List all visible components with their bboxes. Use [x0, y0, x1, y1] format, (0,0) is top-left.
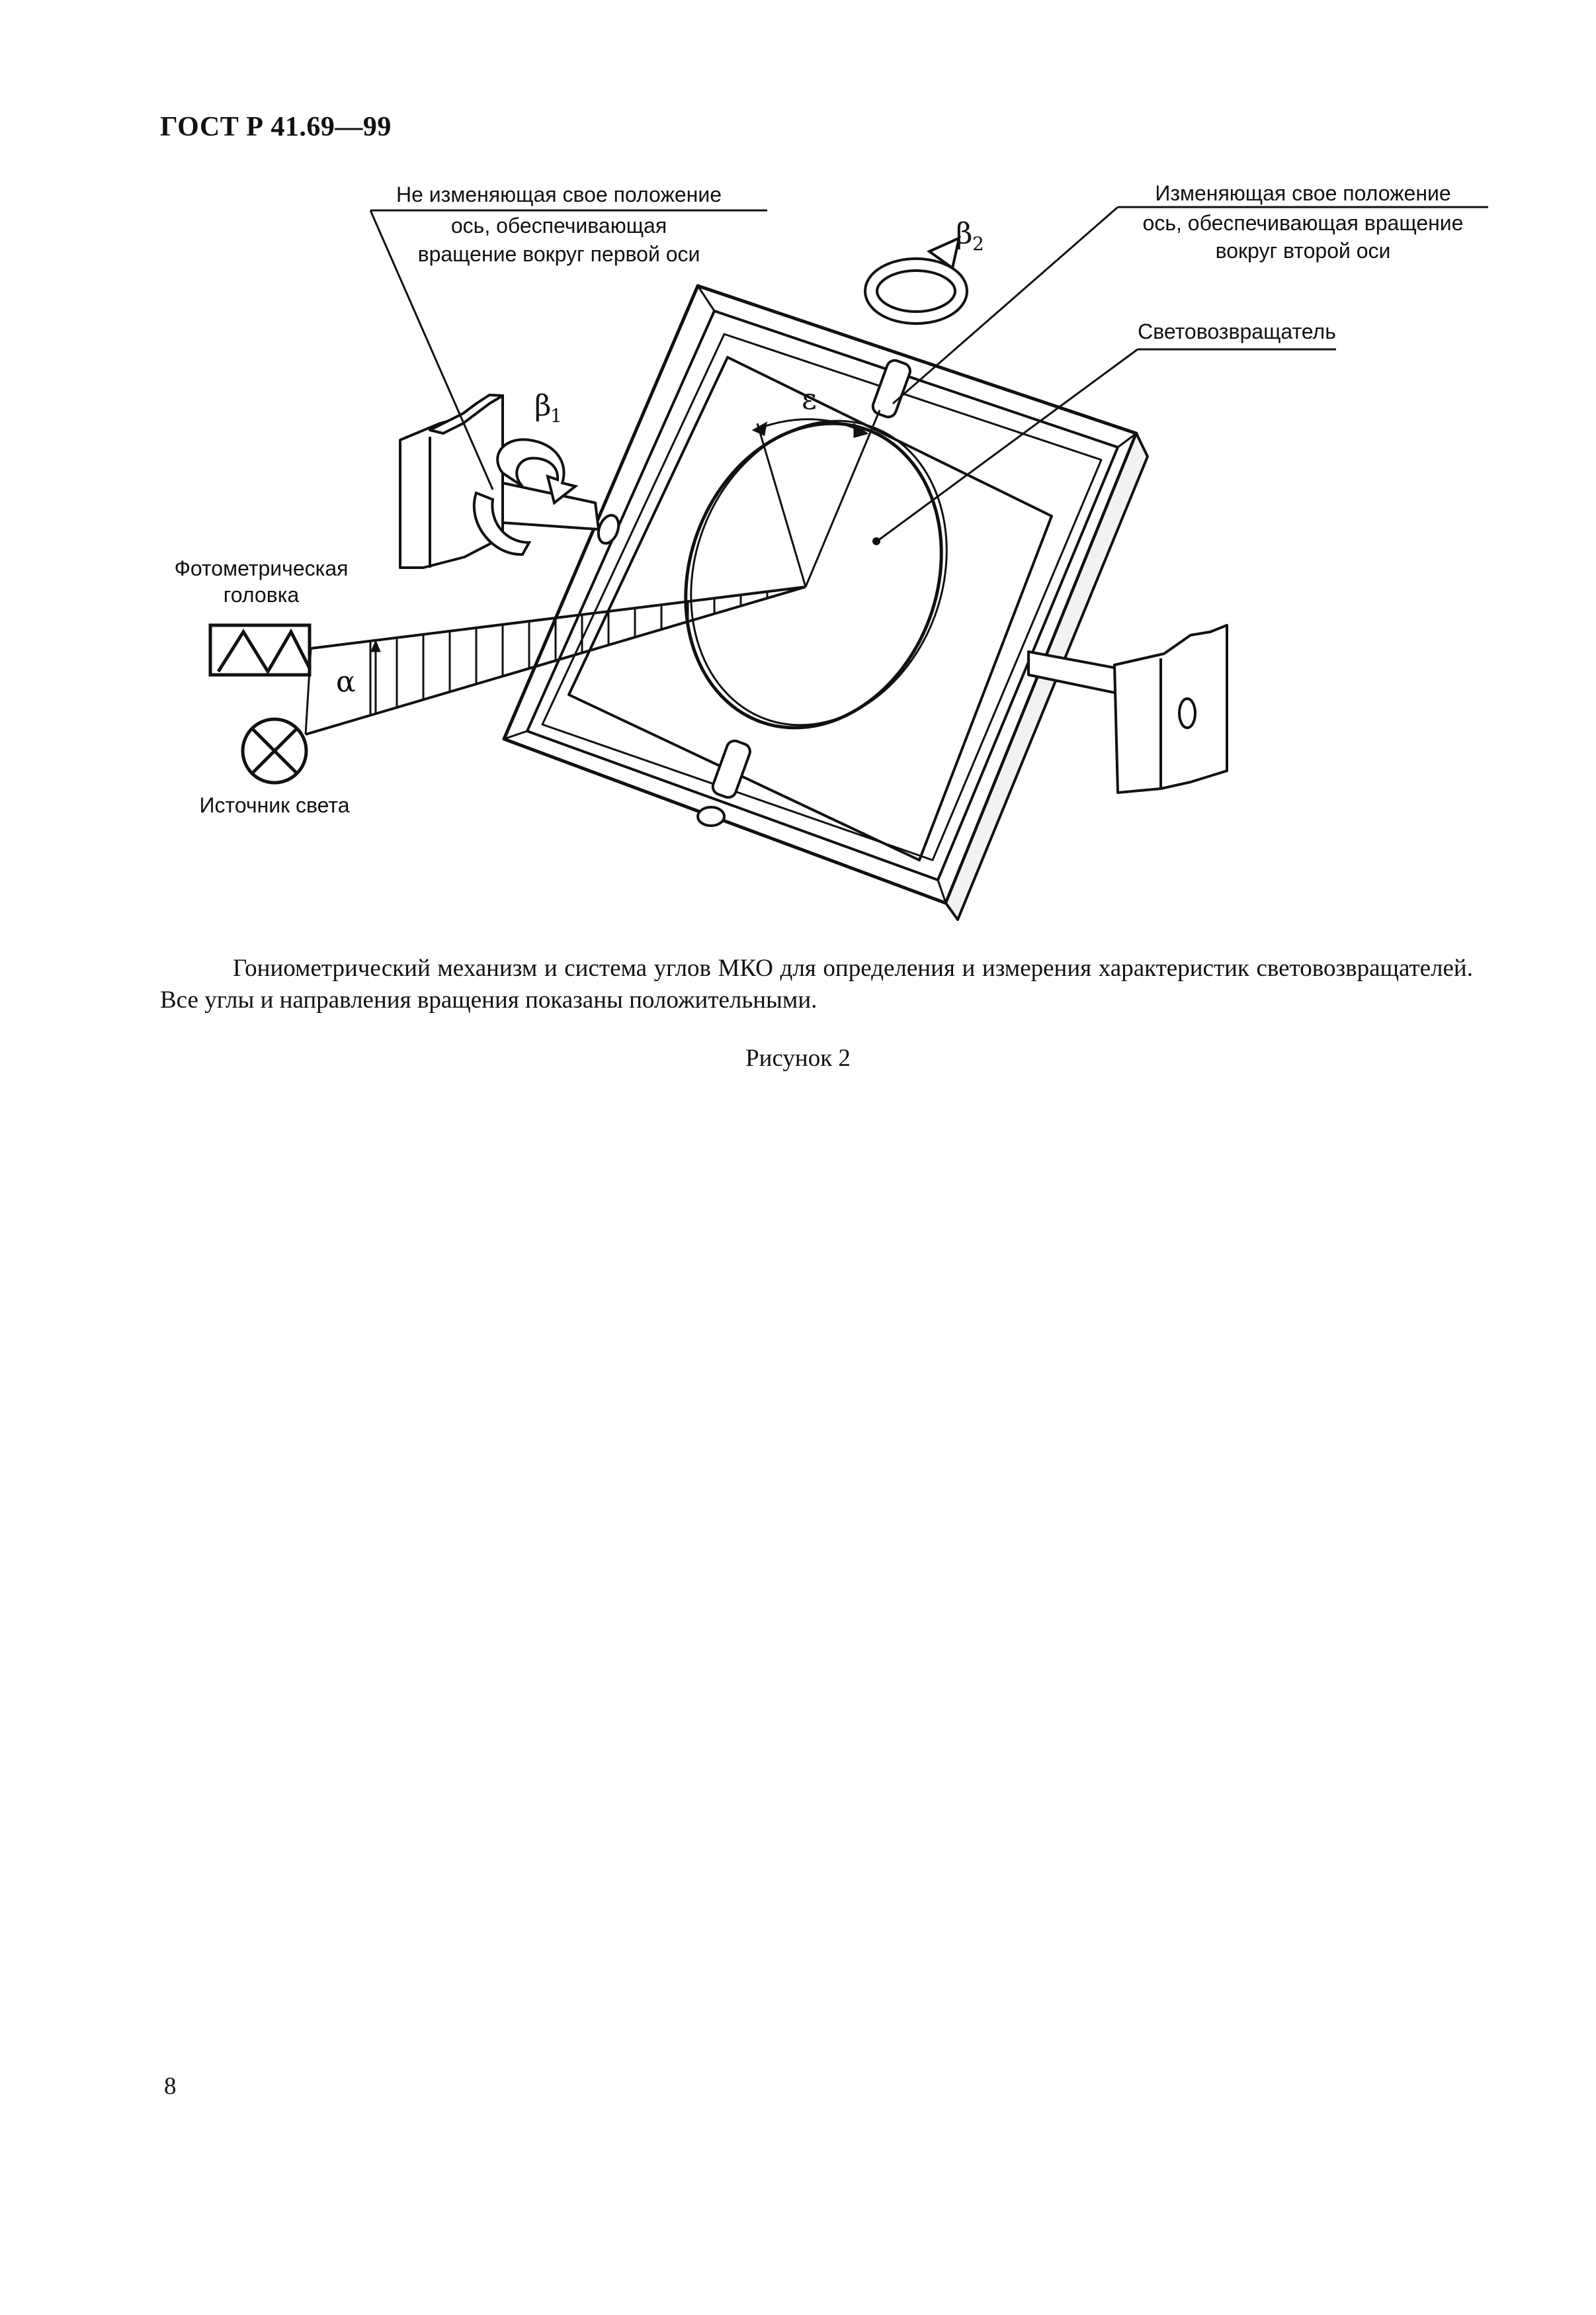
- reflector-label: Световозвращатель: [1138, 320, 1336, 343]
- moving-axis-label-line3: вокруг второй оси: [1215, 239, 1391, 263]
- beta1-symbol: β: [534, 389, 552, 423]
- alpha-symbol: α: [336, 665, 356, 699]
- light-source-label: Источник света: [199, 793, 350, 817]
- epsilon-symbol: ε: [802, 382, 817, 416]
- page-number: 8: [164, 2073, 177, 2100]
- beta2-rotation-arrow: [871, 238, 961, 318]
- photometric-head-label-line1: Фотометрическая: [174, 556, 349, 580]
- moving-axis-label-line2: ось, обеспечивающая вращение: [1142, 211, 1464, 235]
- fixed-axis-label-line1: Не изменяющая свое положение: [396, 183, 722, 206]
- document-code-header: ГОСТ Р 41.69—99: [160, 112, 392, 142]
- figure-caption: [160, 953, 1473, 1016]
- figure-caption-text: Гониометрический механизм и система углов МКО для определения и измерения характеристик световозвращателей. Все углы и направления вращения показаны положительными.: [160, 955, 1473, 1014]
- fixed-axis-label-line3: вращение вокруг первой оси: [417, 242, 700, 266]
- fixed-axis-label-line2: ось, обеспечивающая: [450, 214, 667, 238]
- figure-number: Рисунок 2: [745, 1045, 851, 1072]
- beta2-subscript: 2: [972, 233, 984, 255]
- beta1-subscript: 1: [550, 405, 562, 427]
- goniometer-figure: [0, 0, 1596, 953]
- beta2-symbol: β: [956, 217, 973, 251]
- photometric-head-label-line2: головка: [223, 583, 300, 607]
- moving-axis-label-line1: Изменяющая свое положение: [1155, 181, 1451, 205]
- photometric-head: [210, 625, 310, 675]
- light-source: [243, 719, 306, 783]
